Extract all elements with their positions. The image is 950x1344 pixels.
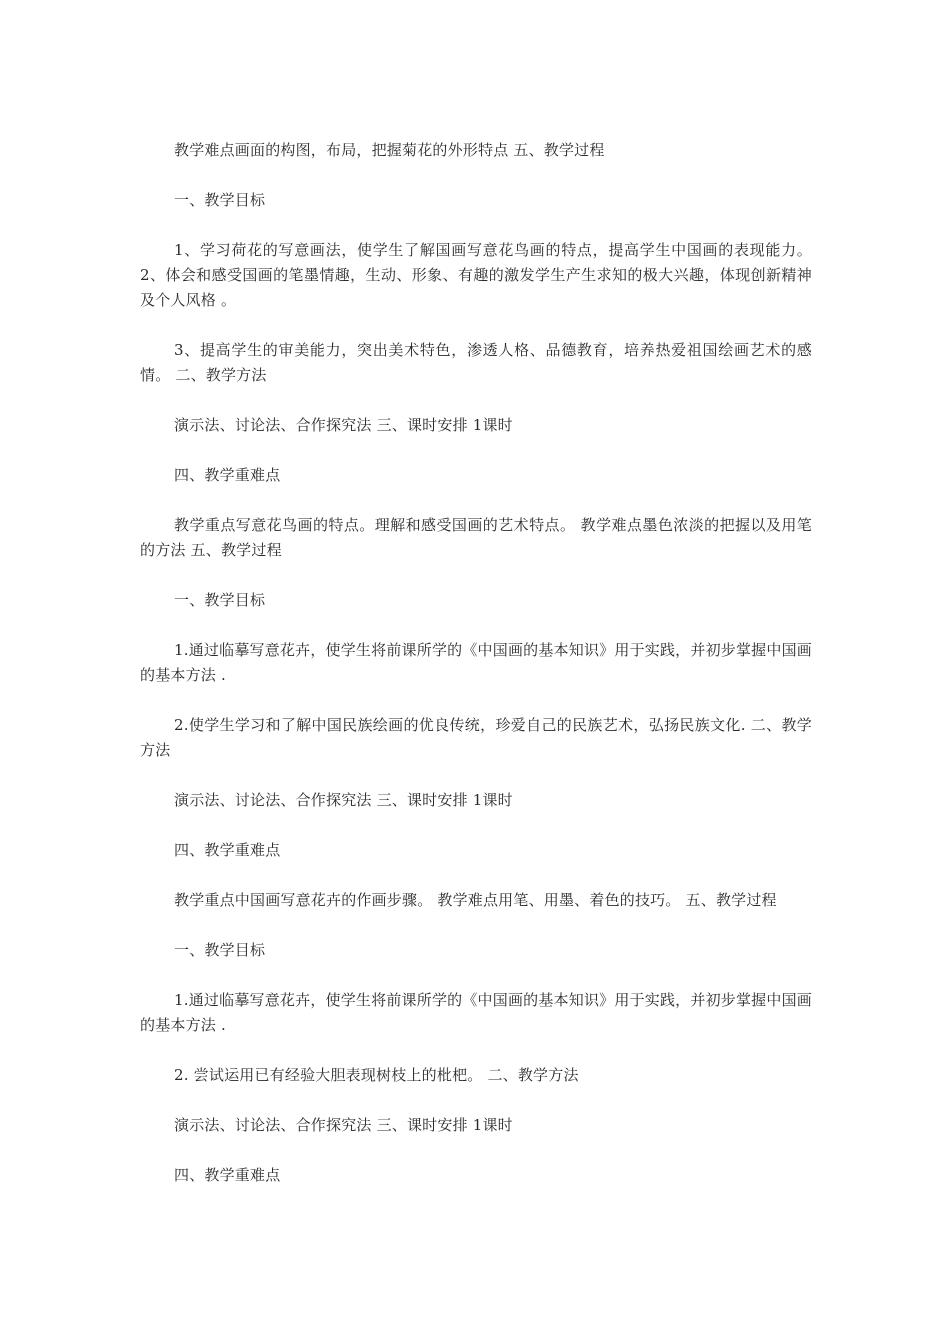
paragraph-10: 2.使学生学习和了解中国民族绘画的优良传统，珍爱自己的民族艺术，弘扬民族文化. 二、教学方法 — [140, 716, 812, 759]
paragraph-18: 四、教学重难点 — [174, 1166, 281, 1184]
paragraph-1: 教学难点画面的构图，布局，把握菊花的外形特点 五、教学过程 — [174, 141, 605, 159]
paragraph-12: 四、教学重难点 — [174, 841, 281, 859]
paragraph-9: 1.通过临摹写意花卉，使学生将前课所学的《中国画的基本知识》用于实践，并初步掌握中国画的基本方法 . — [140, 641, 812, 684]
paragraph-16: 2. 尝试运用已有经验大胆表现树枝上的枇杷。 二、教学方法 — [174, 1066, 579, 1084]
paragraph-6: 四、教学重难点 — [174, 466, 281, 484]
paragraph-11: 演示法、讨论法、合作探究法 三、课时安排 1课时 — [174, 791, 513, 809]
paragraph-15: 1.通过临摹写意花卉，使学生将前课所学的《中国画的基本知识》用于实践，并初步掌握中国画的基本方法 . — [140, 991, 812, 1034]
paragraph-17: 演示法、讨论法、合作探究法 三、课时安排 1课时 — [174, 1116, 513, 1134]
paragraph-3: 1、学习荷花的写意画法，使学生了解国画写意花鸟画的特点，提高学生中国画的表现能力。 2、体会和感受国画的笔墨情趣，生动、形象、有趣的激发学生产生求知的极大兴趣，体现创新精神及个人风格 。 — [140, 241, 812, 309]
paragraph-8: 一、教学目标 — [174, 591, 266, 609]
paragraph-14: 一、教学目标 — [174, 941, 266, 959]
document-body — [140, 138, 812, 1213]
paragraph-13: 教学重点中国画写意花卉的作画步骤。 教学难点用笔、用墨、着色的技巧。 五、教学过程 — [174, 891, 777, 909]
paragraph-7: 教学重点写意花鸟画的特点。理解和感受国画的艺术特点。 教学难点墨色浓淡的把握以及用笔的方法 五、教学过程 — [140, 516, 812, 559]
paragraph-4: 3、提高学生的审美能力，突出美术特色，渗透人格、品德教育，培养热爱祖国绘画艺术的感情。 二、教学方法 — [140, 341, 812, 384]
paragraph-5: 演示法、讨论法、合作探究法 三、课时安排 1课时 — [174, 416, 513, 434]
paragraph-2: 一、教学目标 — [174, 191, 266, 209]
